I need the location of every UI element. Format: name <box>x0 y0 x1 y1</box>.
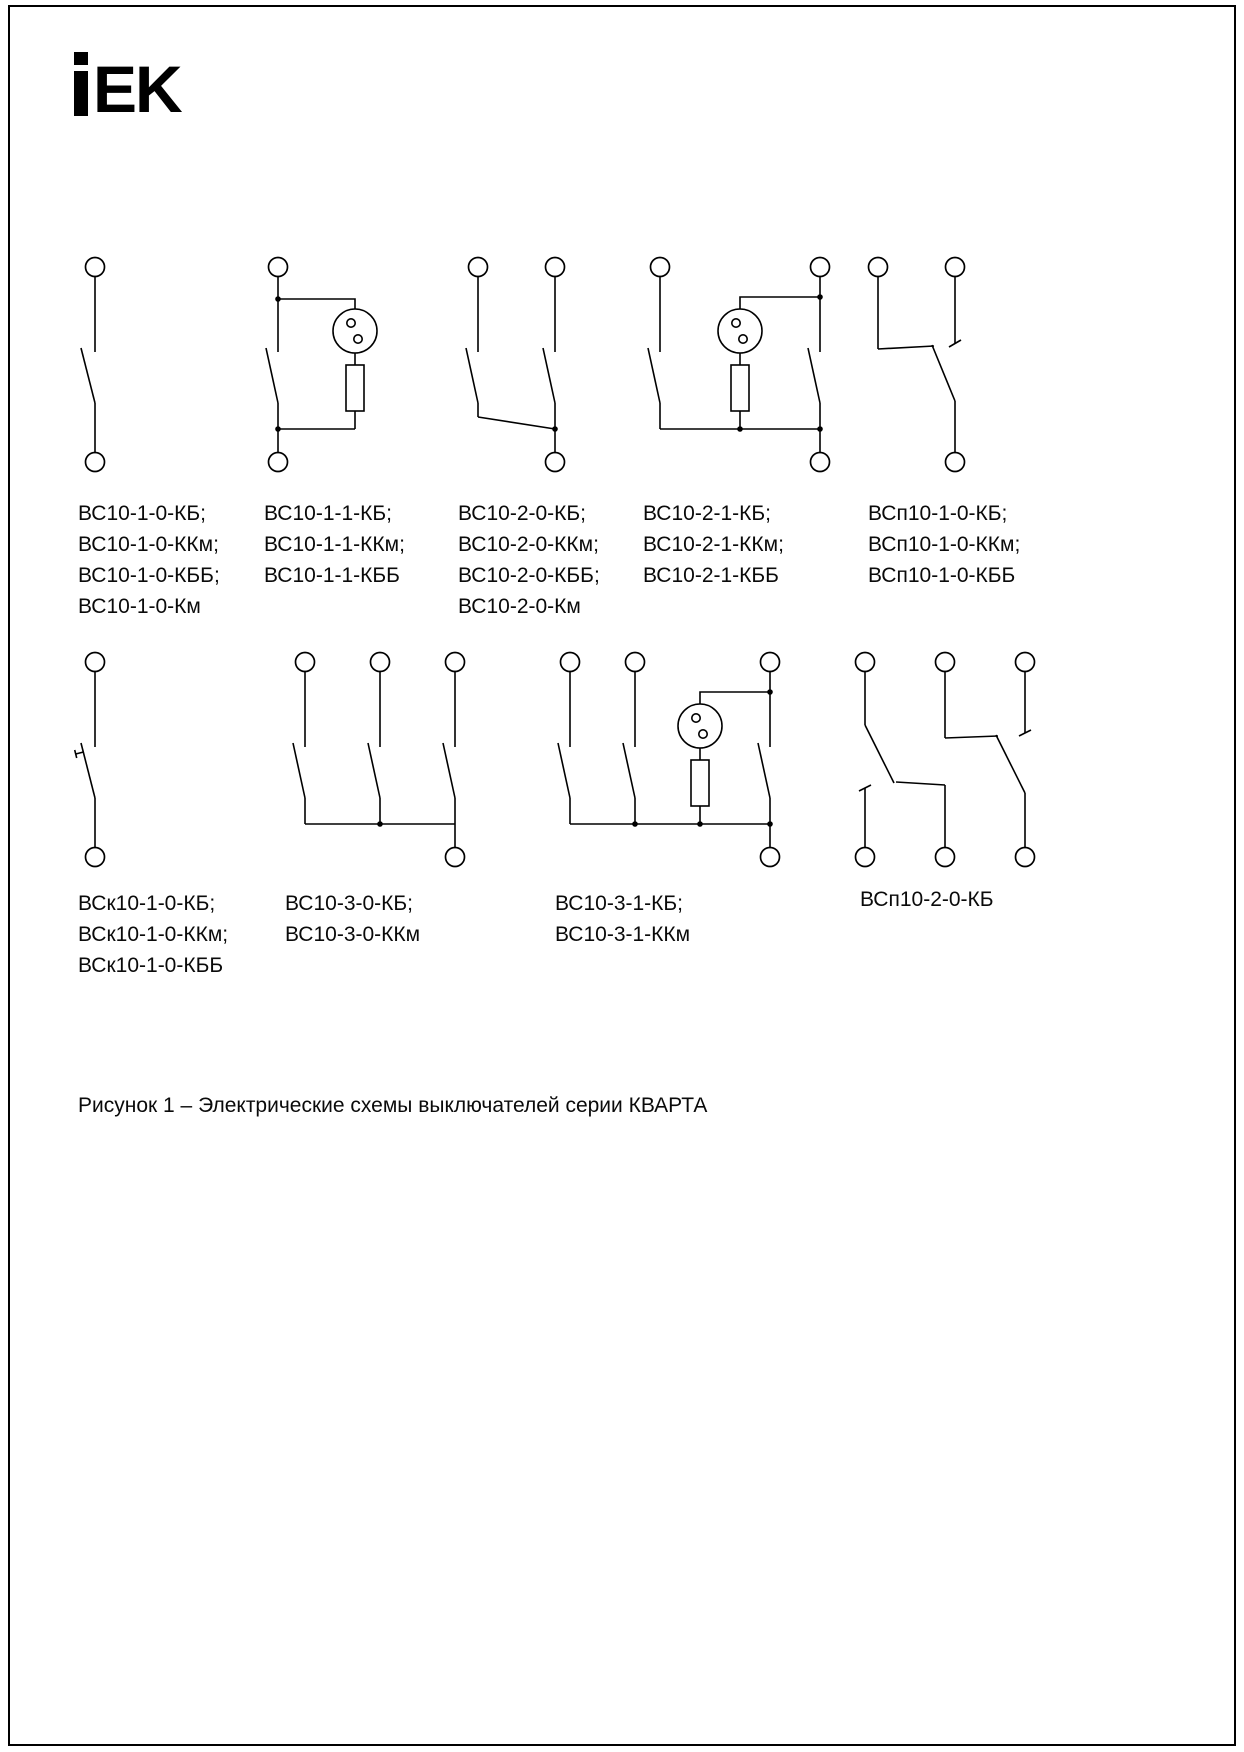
switch-blade-icon <box>932 345 955 401</box>
switch-blade-icon <box>81 348 95 403</box>
wires <box>275 277 355 453</box>
model-label: ВС10-3-0-КБ; <box>285 892 414 915</box>
wires <box>570 672 773 848</box>
model-label: ВСп10-2-0-КБ <box>860 888 994 911</box>
model-label: ВС10-1-0-Км <box>78 595 201 618</box>
model-label: ВС10-3-0-ККм <box>285 923 421 946</box>
model-label: ВС10-3-1-КБ; <box>555 892 684 915</box>
switch-blade-icon <box>648 348 820 403</box>
model-label: ВСк10-1-0-КББ <box>78 954 224 977</box>
wires <box>859 672 1031 848</box>
terminal-icons <box>469 258 565 472</box>
label-group-7 <box>285 888 420 950</box>
label-group-2 <box>264 498 405 591</box>
wires <box>305 672 455 848</box>
model-label: ВС10-2-1-КББ <box>643 564 779 587</box>
resistor-icon <box>691 748 709 824</box>
model-label: ВСп10-1-0-КБ; <box>868 502 1008 525</box>
model-label: ВСк10-1-0-КБ; <box>78 892 216 915</box>
switch-blade-icon <box>266 348 278 403</box>
label-group-5 <box>868 498 1020 591</box>
label-group-8 <box>555 888 690 950</box>
iek-logo <box>74 52 181 127</box>
push-actuator-icon <box>75 750 84 758</box>
wires <box>878 277 961 453</box>
model-label: ВС10-1-1-КБ; <box>264 502 393 525</box>
logo-letters-ek: EK <box>93 52 181 127</box>
model-label: ВС10-2-0-КБ; <box>458 502 587 525</box>
schematic-triple-switch <box>285 648 475 870</box>
schematic-double-switch-with-indicator <box>640 253 840 475</box>
model-label: ВСп10-1-0-КББ <box>868 564 1016 587</box>
model-label: ВС10-1-1-КББ <box>264 564 400 587</box>
schematic-pushbutton-switch <box>70 648 120 870</box>
label-group-6 <box>78 888 228 981</box>
terminal-icons <box>561 653 780 867</box>
model-label: ВС10-1-0-КББ; <box>78 564 220 587</box>
model-label: ВС10-3-1-ККм <box>555 923 691 946</box>
logo-i-stem <box>74 71 88 116</box>
model-label: ВС10-1-1-ККм; <box>264 533 405 556</box>
indicator-lamp-icon <box>678 704 722 748</box>
model-label: ВС10-1-0-ККм; <box>78 533 219 556</box>
schematic-double-changeover-switch <box>845 648 1045 870</box>
model-label: ВС10-2-0-Км <box>458 595 581 618</box>
schematic-triple-switch-with-indicator <box>550 648 790 870</box>
indicator-lamp-icon <box>333 309 377 353</box>
model-label: ВС10-2-1-КБ; <box>643 502 772 525</box>
schematic-single-switch-with-indicator <box>258 253 383 475</box>
label-group-9 <box>860 884 994 915</box>
switch-blade-icon <box>81 743 95 798</box>
schematic-changeover-switch <box>855 253 980 475</box>
switch-blade-icon <box>293 743 455 798</box>
label-group-1 <box>78 498 220 622</box>
schematic-single-switch <box>70 253 120 475</box>
switch-blade-icon <box>558 743 770 798</box>
figure-caption: Рисунок 1 – Электрические схемы выключателей серии КВАРТА <box>78 1094 708 1117</box>
resistor-icon <box>731 353 749 429</box>
label-group-4 <box>643 498 784 591</box>
model-label: ВС10-2-0-ККм; <box>458 533 599 556</box>
indicator-lamp-icon <box>718 309 762 353</box>
model-label: ВСк10-1-0-ККм; <box>78 923 229 946</box>
model-label: ВСп10-1-0-ККм; <box>868 533 1021 556</box>
model-label: ВС10-2-1-ККм; <box>643 533 784 556</box>
terminal-icons <box>869 258 965 472</box>
model-label: ВС10-2-0-КББ; <box>458 564 600 587</box>
logo-i-dot <box>74 52 88 65</box>
page-border <box>8 5 1236 1746</box>
schematic-double-switch <box>455 253 580 475</box>
switch-blade-icon <box>466 348 555 403</box>
model-label: ВС10-1-0-КБ; <box>78 502 207 525</box>
logo-letter-i <box>74 52 88 116</box>
resistor-icon <box>346 353 364 429</box>
label-group-3 <box>458 498 600 622</box>
